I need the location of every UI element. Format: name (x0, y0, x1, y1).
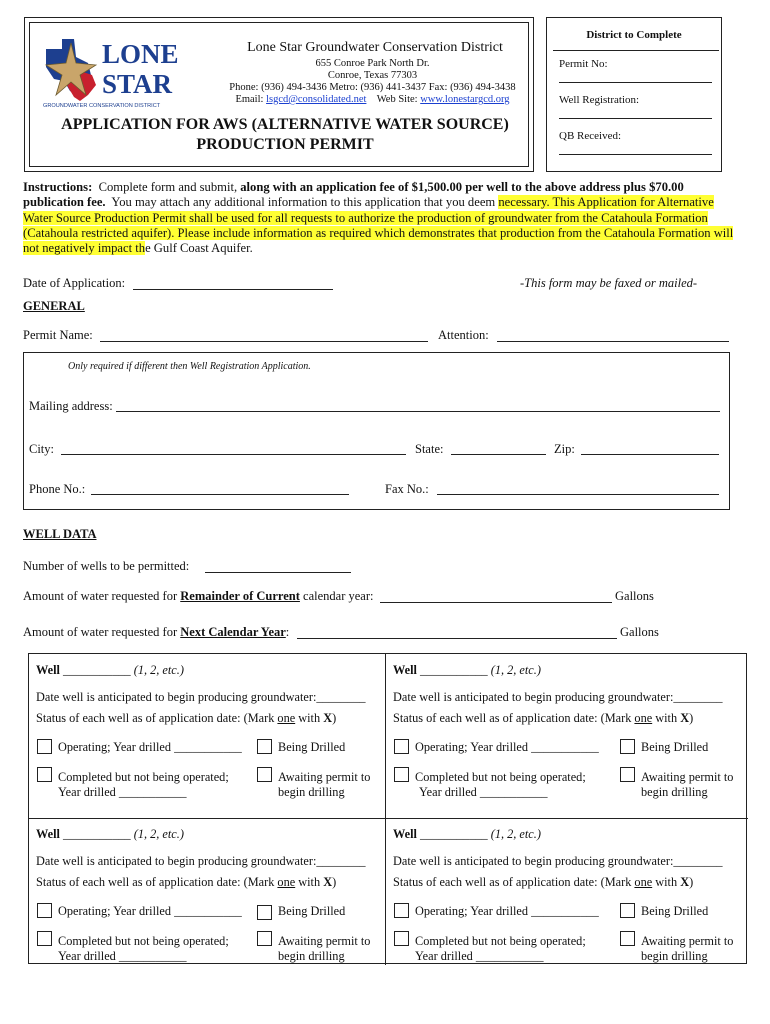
contact-line (210, 94, 535, 106)
state-label: State: (415, 442, 444, 456)
mailing-note: Only required if different then Well Registration Application. (68, 361, 311, 372)
number-of-wells-label: Number of wells to be permitted: (23, 559, 190, 573)
operating-text: Operating; Year drilled (415, 740, 529, 754)
status-x: X (680, 711, 690, 725)
operating-label (58, 740, 242, 755)
completed-checkbox[interactable] (394, 767, 409, 782)
city-field[interactable] (61, 454, 406, 455)
status-mid: with (652, 711, 681, 725)
status-one: one (277, 875, 296, 889)
permit-name-field[interactable] (100, 341, 428, 342)
number-of-wells-field[interactable] (205, 572, 351, 573)
district-box-title: District to Complete (586, 29, 682, 41)
address-line-2: Conroe, Texas 77303 (327, 70, 418, 81)
completed-label-1: Completed but not being operated; (58, 934, 229, 948)
city-label: City: (29, 442, 55, 456)
being-drilled-label: Being Drilled (278, 904, 346, 918)
completed-label-2 (415, 949, 544, 964)
well-number-row (393, 827, 541, 842)
permit-no-label: Permit No: (559, 58, 608, 70)
being-drilled-checkbox[interactable] (620, 903, 635, 918)
instructions-highlight: necessary. This Application for Alternative Water Source Production Permit shall be used for all requests to authorize the production of groundwater from the Catahoula Formation (Catahoula restricted aquifer). Please include information as required which demonstrates that production from the Catahoula Formation will not negatively impact th (23, 195, 734, 256)
operating-checkbox[interactable] (394, 739, 409, 754)
being-drilled-label: Being Drilled (641, 740, 709, 754)
completed-year-blank[interactable]: ___________ (118, 949, 187, 963)
date-anticipated-row (36, 854, 366, 869)
remainder-bold: Remainder of Current (180, 589, 300, 603)
lone-star-logo (40, 35, 196, 111)
being-drilled-checkbox[interactable] (257, 905, 272, 920)
completed-year-text: Year drilled (419, 785, 477, 799)
completed-label-2 (58, 785, 187, 800)
status-row (36, 875, 336, 890)
form-title-line-2: PRODUCTION PERMIT (196, 136, 374, 153)
awaiting-label-1: Awaiting permit to (641, 770, 734, 784)
well-number-blank[interactable]: ___________ (63, 663, 131, 677)
status-mid: with (295, 711, 324, 725)
form-title-line-1: APPLICATION FOR AWS (ALTERNATIVE WATER SOURCE) (61, 116, 509, 133)
completed-year-blank[interactable]: ___________ (475, 949, 544, 963)
next-year-field[interactable] (297, 638, 617, 639)
remainder-year-field[interactable] (380, 602, 612, 603)
operating-text: Operating; Year drilled (58, 904, 172, 918)
completed-checkbox[interactable] (394, 931, 409, 946)
completed-label-2 (419, 785, 548, 800)
phone-label: Phone No.: (29, 482, 86, 496)
being-drilled-label: Being Drilled (641, 904, 709, 918)
date-anticipated-blank[interactable]: ________ (316, 854, 366, 868)
status-one: one (277, 711, 296, 725)
remainder-gallons-label: Gallons (615, 589, 654, 603)
well-number-blank[interactable]: ___________ (420, 827, 488, 841)
being-drilled-label: Being Drilled (278, 740, 346, 754)
well-number-row (36, 663, 184, 678)
state-field[interactable] (451, 454, 546, 455)
email-label: Email: (235, 94, 264, 105)
completed-label-1: Completed but not being operated; (415, 934, 586, 948)
phone-field[interactable] (91, 494, 349, 495)
well-registration-line[interactable] (559, 118, 712, 119)
completed-label-1: Completed but not being operated; (415, 770, 586, 784)
instructions-text-1: Complete form and submit, (98, 180, 238, 194)
svg-text:LONE: LONE (102, 39, 179, 69)
faxed-or-mailed-note: -This form may be faxed or mailed- (520, 276, 698, 290)
operating-label (58, 904, 242, 919)
status-one: one (634, 875, 653, 889)
well-number-row (393, 663, 541, 678)
operating-year-blank[interactable]: ___________ (174, 904, 242, 918)
qb-received-label: QB Received: (559, 130, 622, 142)
remainder-year-label (23, 589, 373, 604)
well-hint: (1, 2, etc.) (133, 827, 184, 841)
date-anticipated-label: Date well is anticipated to begin producing groundwater: (36, 690, 317, 704)
attention-label: Attention: (438, 328, 489, 342)
completed-year-text: Year drilled (415, 949, 473, 963)
permit-no-line[interactable] (559, 82, 712, 83)
well-number-blank[interactable]: ___________ (420, 663, 488, 677)
well-hint: (1, 2, etc.) (490, 827, 541, 841)
date-anticipated-blank[interactable]: ________ (316, 690, 366, 704)
well-cell-4 (386, 819, 742, 983)
status-prefix: Status of each well as of application date: (Mark (36, 875, 278, 889)
status-suffix: ) (689, 711, 694, 725)
operating-year-blank[interactable]: ___________ (531, 904, 599, 918)
operating-checkbox[interactable] (37, 903, 52, 918)
operating-checkbox[interactable] (394, 903, 409, 918)
mailing-address-box (23, 352, 730, 510)
well-data-heading: WELL DATA (23, 527, 97, 541)
status-prefix: Status of each well as of application date: (Mark (393, 711, 635, 725)
form-title (30, 115, 540, 155)
awaiting-label-1: Awaiting permit to (641, 934, 734, 948)
qb-received-line[interactable] (559, 154, 712, 155)
awaiting-permit-checkbox[interactable] (620, 931, 635, 946)
completed-label-2 (58, 949, 187, 964)
website-label: Web Site: (376, 94, 418, 105)
well-cell-3 (29, 819, 385, 983)
status-x: X (680, 875, 690, 889)
well-cell-1 (29, 654, 385, 818)
permit-name-label: Permit Name: (23, 328, 93, 342)
svg-text:STAR: STAR (102, 69, 173, 99)
status-x: X (323, 875, 333, 889)
awaiting-permit-checkbox[interactable] (257, 767, 272, 782)
status-mid: with (652, 875, 681, 889)
zip-label: Zip: (554, 442, 575, 456)
status-prefix: Status of each well as of application date: (Mark (36, 711, 278, 725)
fax-field[interactable] (437, 494, 719, 495)
awaiting-label-2: begin drilling (278, 785, 345, 799)
instructions-text-2: You may attach any additional information to this application that you deem (111, 195, 499, 210)
zip-field[interactable] (581, 454, 719, 455)
date-of-application-label: Date of Application: (23, 276, 126, 290)
awaiting-label-1: Awaiting permit to (278, 770, 371, 784)
next-bold: Next Calendar Year (180, 625, 286, 639)
operating-label (415, 904, 599, 919)
date-anticipated-label: Date well is anticipated to begin producing groundwater: (36, 854, 317, 868)
well-registration-label: Well Registration: (559, 94, 640, 106)
status-row (36, 711, 336, 726)
date-of-application-field[interactable] (133, 289, 333, 290)
phone-numbers: Phone: (936) 494-3436 Metro: (936) 441-3437 Fax: (936) 494-3438 (229, 82, 516, 93)
status-x: X (323, 711, 333, 725)
awaiting-label-2: begin drilling (278, 949, 345, 963)
operating-year-blank[interactable]: ___________ (531, 740, 599, 754)
org-name: Lone Star Groundwater Conservation District (247, 40, 503, 55)
attention-field[interactable] (497, 341, 729, 342)
mailing-address-field[interactable] (116, 411, 720, 412)
status-one: one (634, 711, 653, 725)
well-label: Well (393, 827, 417, 841)
next-prefix: Amount of water requested for (23, 625, 181, 639)
well-label: Well (393, 663, 417, 677)
status-row (393, 875, 693, 890)
status-suffix: ) (332, 711, 337, 725)
well-label: Well (36, 827, 60, 841)
awaiting-permit-checkbox[interactable] (620, 767, 635, 782)
operating-label (415, 740, 599, 755)
date-anticipated-label: Date well is anticipated to begin producing groundwater: (393, 854, 674, 868)
operating-text: Operating; Year drilled (58, 740, 172, 754)
instructions-text-3: e Gulf Coast Aquifer. (145, 241, 253, 256)
completed-checkbox[interactable] (37, 767, 52, 782)
completed-year-blank[interactable]: ___________ (479, 785, 548, 799)
next-year-label (23, 625, 289, 640)
status-mid: with (295, 875, 324, 889)
next-gallons-label: Gallons (620, 625, 659, 639)
completed-year-blank[interactable]: ___________ (118, 785, 187, 799)
well-label: Well (36, 663, 60, 677)
instructions-paragraph (23, 180, 743, 256)
being-drilled-checkbox[interactable] (620, 739, 635, 754)
well-hint: (1, 2, etc.) (490, 663, 541, 677)
completed-year-text: Year drilled (58, 785, 116, 799)
date-anticipated-row (393, 690, 723, 705)
completed-label-1: Completed but not being operated; (58, 770, 229, 784)
date-anticipated-label: Date well is anticipated to begin producing groundwater: (393, 690, 674, 704)
website-link[interactable]: www.lonestargcd.org (420, 94, 510, 105)
status-suffix: ) (689, 875, 694, 889)
being-drilled-checkbox[interactable] (257, 739, 272, 754)
remainder-prefix: Amount of water requested for (23, 589, 181, 603)
date-anticipated-row (36, 690, 366, 705)
header-box (24, 17, 534, 172)
well-number-blank[interactable]: ___________ (63, 827, 131, 841)
well-cell-2 (386, 654, 742, 818)
awaiting-label-1: Awaiting permit to (278, 934, 371, 948)
completed-checkbox[interactable] (37, 931, 52, 946)
well-grid (28, 653, 747, 964)
instructions-fee: along with an application fee of $1,500.00 per well to the above address plus $70.00 publication fee. (23, 180, 684, 210)
instructions-label: Instructions: (23, 180, 93, 194)
header-inner-frame (29, 22, 529, 167)
awaiting-permit-checkbox[interactable] (257, 931, 272, 946)
status-row (393, 711, 693, 726)
status-suffix: ) (332, 875, 337, 889)
remainder-suffix: calendar year: (299, 589, 374, 603)
general-heading: GENERAL (23, 299, 85, 313)
well-number-row (36, 827, 184, 842)
fax-label: Fax No.: (385, 482, 429, 496)
status-prefix: Status of each well as of application date: (Mark (393, 875, 635, 889)
address-line-1: 655 Conroe Park North Dr. (315, 58, 430, 69)
email-link[interactable]: lsgcd@consolidated.net (266, 94, 367, 105)
date-anticipated-blank[interactable]: ________ (673, 690, 723, 704)
well-hint: (1, 2, etc.) (133, 663, 184, 677)
awaiting-label-2: begin drilling (641, 949, 708, 963)
svg-text:GROUNDWATER CONSERVATION DISTR: GROUNDWATER CONSERVATION DISTRICT (43, 103, 161, 109)
divider (553, 50, 719, 51)
district-use-box (546, 17, 722, 172)
operating-text: Operating; Year drilled (415, 904, 529, 918)
operating-checkbox[interactable] (37, 739, 52, 754)
date-anticipated-blank[interactable]: ________ (673, 854, 723, 868)
next-suffix: : (285, 625, 290, 639)
awaiting-label-2: begin drilling (641, 785, 708, 799)
completed-year-text: Year drilled (58, 949, 116, 963)
date-anticipated-row (393, 854, 723, 869)
mailing-address-label: Mailing address: (29, 399, 113, 413)
operating-year-blank[interactable]: ___________ (174, 740, 242, 754)
